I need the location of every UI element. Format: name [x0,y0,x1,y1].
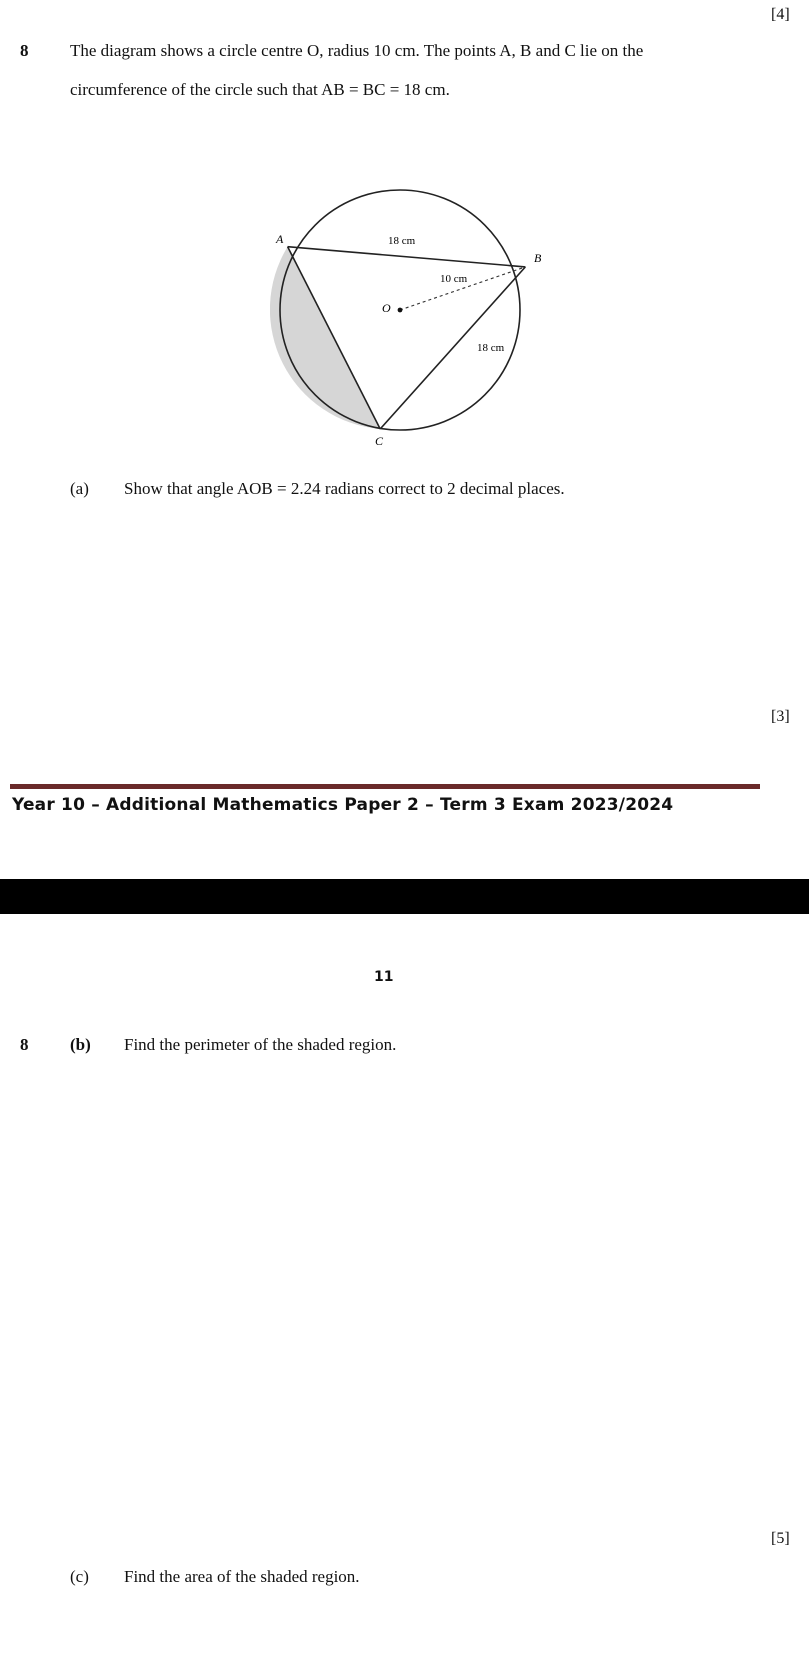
part-a-text: Show that angle AOB = 2.24 radians correct to 2 decimal places. [124,479,565,498]
part-b-text: Find the perimeter of the shaded region. [124,1035,397,1054]
question-intro-line-1: The diagram shows a circle centre O, radius 10 cm. The points A, B and C lie on the [70,41,644,60]
label-b: B [534,251,542,265]
label-o: O [382,301,391,315]
question-number-repeat: 8 [20,1035,29,1054]
part-b-label: (b) [70,1035,91,1054]
centre-point [398,308,403,313]
part-c-text: Find the area of the shaded region. [124,1567,360,1586]
question-number: 8 [20,41,29,60]
previous-question-mark: [4] [771,6,790,23]
part-b-mark: [5] [771,1530,790,1547]
page-number: 11 [374,969,394,985]
label-c: C [375,434,384,448]
page-footer: Year 10 – Additional Mathematics Paper 2 – Term 3 Exam 2023/2024 [12,795,674,815]
chord-ab [288,247,526,267]
question-intro-line-2: circumference of the circle such that AB = BC = 18 cm. [70,80,450,99]
page-break-band [0,879,809,914]
footer-rule [10,784,760,789]
length-ob: 10 cm [440,273,468,285]
circle-diagram [270,170,550,450]
part-a-label: (a) [70,479,89,498]
length-bc: 18 cm [477,342,505,354]
label-a: A [276,232,284,246]
part-c-label: (c) [70,1567,89,1586]
part-a-mark: [3] [771,708,790,725]
shaded-segment [270,247,380,429]
length-ab: 18 cm [388,235,416,247]
